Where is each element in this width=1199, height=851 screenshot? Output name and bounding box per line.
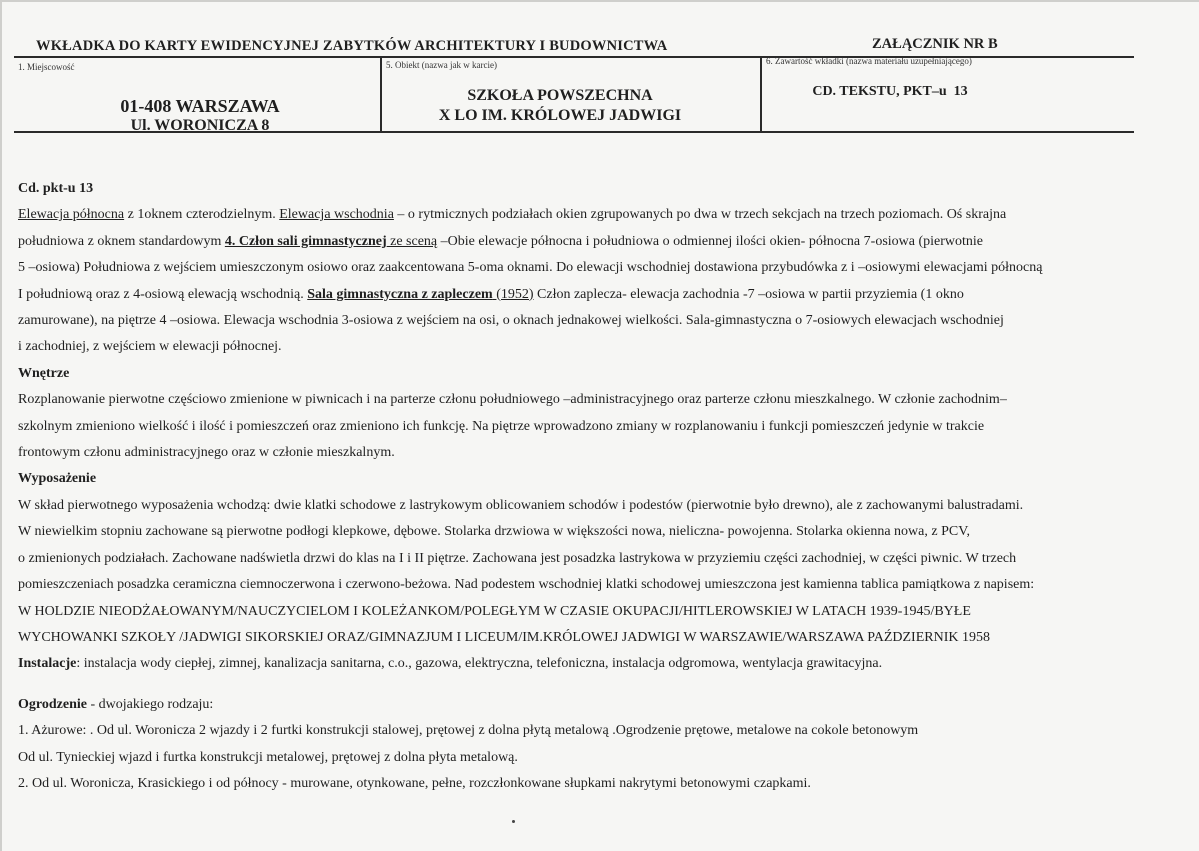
document-body	[18, 176, 1178, 797]
fence-label: Ogrodzenie	[18, 696, 87, 712]
text-span: z 1oknem czterodzielnym.	[124, 207, 280, 223]
field-divider-2	[760, 57, 762, 131]
text-span: południowa z oknem standardowym	[18, 233, 225, 249]
scan-speck	[512, 820, 515, 823]
underlined-phrase: Elewacja północna	[18, 207, 125, 223]
paragraph-line: 1. Ażurowe: . Od ul. Woronicza 2 wjazdy i 2 furtki konstrukcji stalowej, prętowej z dolna płytą metalową .Ogrodzenie prętowe, metalowe na cokole betonowym	[18, 723, 919, 739]
location-line1: 01-408 WARSZAWA	[120, 96, 280, 116]
text-span: –Obie elewacje północna i południowa o odmiennej ilości okien- północna 7-osiowa (pierwotnie	[437, 233, 984, 249]
paragraph-line: 2. Od ul. Woronicza, Krasickiego i od północy - murowane, otynkowane, pełne, rozczłonkowane słupkami nakrytymi betonowymi czapkami.	[18, 775, 811, 791]
object-label: 5. Obiekt (nazwa jak w karcie)	[386, 60, 497, 70]
object-line2: X LO IM. KRÓLOWEJ JADWIGI	[438, 107, 682, 124]
paragraph-line: W skład pierwotnego wyposażenia wchodzą: dwie klatki schodowe z lastrykowym oblicowaniem schodów i podestów (pierwotnie było drewno), ale z zachowanymi balustradami.	[18, 497, 1024, 513]
paragraph-line: Od ul. Tynieckiej wjazd i furtka konstrukcji metalowej, prętowej z dolna płyta metalową.	[18, 749, 518, 765]
location-value	[20, 96, 380, 136]
text-span: Człon zaplecza- elewacja zachodnia -7 –osiowa w partii przyziemia (1 okno	[533, 286, 964, 302]
paragraph-line: o zmienionych podziałach. Zachowane nadświetla drzwi do klas na I i II piętrze. Zachowana jest posadzka lastrykowa w przyziemiu części zachodniej, w części piwnic. W trzech	[18, 550, 1017, 566]
section-heading-equipment: Wyposażenie	[18, 471, 97, 487]
text-span: I południową oraz z 4-osiową elewacją wschodnią.	[18, 286, 308, 302]
underlined-phrase: Elewacja wschodnia	[279, 207, 394, 223]
paragraph-line: i zachodniej, z wejściem w elewacji północnej.	[18, 339, 282, 355]
paragraph-line: W HOLDZIE NIEODŻAŁOWANYM/NAUCZYCIELOM I KOLEŻANKOM/POLEGŁYM W CZASIE OKUPACJI/HITLEROWSKIEJ W LATACH 1939-1945/BYŁE	[18, 603, 971, 619]
bold-underlined-phrase: Sala gimnastyczna z zapleczem	[307, 286, 493, 302]
paragraph-line	[18, 282, 1178, 308]
content-label: 6. Zawartość wkładki (nazwa materiału uzupełniającego)	[766, 56, 972, 66]
text-span: : instalacja wody ciepłej, zimnej, kanalizacja sanitarna, c.o., gazowa, elektryczna, telefoniczna, instalacja odgromowa, wentylacja grawitacyjna.	[76, 656, 883, 672]
location-label: 1. Miejscowość	[18, 62, 75, 72]
paragraph-line: W niewielkim stopniu zachowane są pierwotne podłogi klepkowe, dębowe. Stolarka drzwiowa w większości nowa, nieliczna- powojenna. Stolarka okienna nowa, z PCV,	[18, 524, 971, 540]
section-heading-interior: Wnętrze	[18, 365, 70, 381]
paragraph-line: zamurowane), na piętrze 4 –osiowa. Elewacja wschodnia 3-osiowa z wejściem na osi, o oknach jednakowej wielkości. Sala-gimnastyczna o 7-osiowych elewacjach wschodniej	[18, 313, 1004, 329]
spacer	[18, 678, 1178, 692]
bold-underlined-phrase: 4. Człon sali gimnastycznej	[224, 233, 387, 249]
location-line2: Ul. WORONICZA 8	[130, 117, 270, 134]
paragraph-line: pomieszczeniach posadzka ceramiczna ciemnoczerwona i czerwono-beżowa. Nad podestem wschodniej klatki schodowej umieszczona jest kamienna tablica pamiątkowa z napisem:	[18, 577, 1035, 593]
paragraph-line: WYCHOWANKI SZKOŁY /JADWIGI SIKORSKIEJ ORAZ/GIMNAZJUM I LICEUM/IM.KRÓLOWEJ JADWIGI W WARSZAWIE/WARSZAWA PAŹDZIERNIK 1958	[18, 629, 990, 645]
paragraph-line: szkolnym zmieniono wielkość i ilość i pomieszczeń oraz zmieniono ich funkcję. Na piętrze wprowadzono zmiany w rozplanowaniu i funkcji pomieszczeń jedynie w trakcie	[18, 418, 985, 434]
paragraph-line: frontowym członu administracyjnego oraz w członie mieszkalnym.	[18, 445, 395, 461]
underlined-phrase: ze sceną	[386, 233, 438, 249]
paragraph-line	[18, 692, 1178, 718]
content-value: CD. TEKSTU, PKT–u 13	[812, 84, 968, 99]
paragraph-line	[18, 229, 1178, 255]
underlined-phrase: (1952)	[492, 286, 534, 302]
annex-label: ZAŁĄCZNIK NR B	[872, 36, 998, 52]
paragraph-line: Rozplanowanie pierwotne częściowo zmienione w piwnicach i na parterze członu południowego –administracyjnego oraz parterze członu mieszkalnego. W członie zachodnim–	[18, 392, 1007, 408]
form-title: WKŁADKA DO KARTY EWIDENCYJNEJ ZABYTKÓW ARCHITEKTURY I BUDOWNICTWA	[36, 38, 668, 54]
object-line1: SZKOŁA POWSZECHNA	[467, 87, 653, 104]
paragraph-line: 5 –osiowa) Południowa z wejściem umieszczonym osiowo oraz zaakcentowana 5-oma oknami. Do elewacji wschodniej dostawiona przybudówka z i –osiowymi elewacjami północną	[18, 260, 1043, 276]
installations-label: Instalacje	[18, 656, 77, 672]
object-value	[380, 86, 740, 126]
text-span: - dwojakiego rodzaju:	[86, 696, 214, 712]
paragraph-line	[18, 651, 1178, 677]
paragraph-line	[18, 202, 1178, 228]
text-span: – o rytmicznych podziałach okien zgrupowanych po dwa w trzech sekcjach na trzech poziomach. Oś skrajna	[393, 207, 1007, 223]
section-heading-cd: Cd. pkt-u 13	[18, 181, 94, 196]
